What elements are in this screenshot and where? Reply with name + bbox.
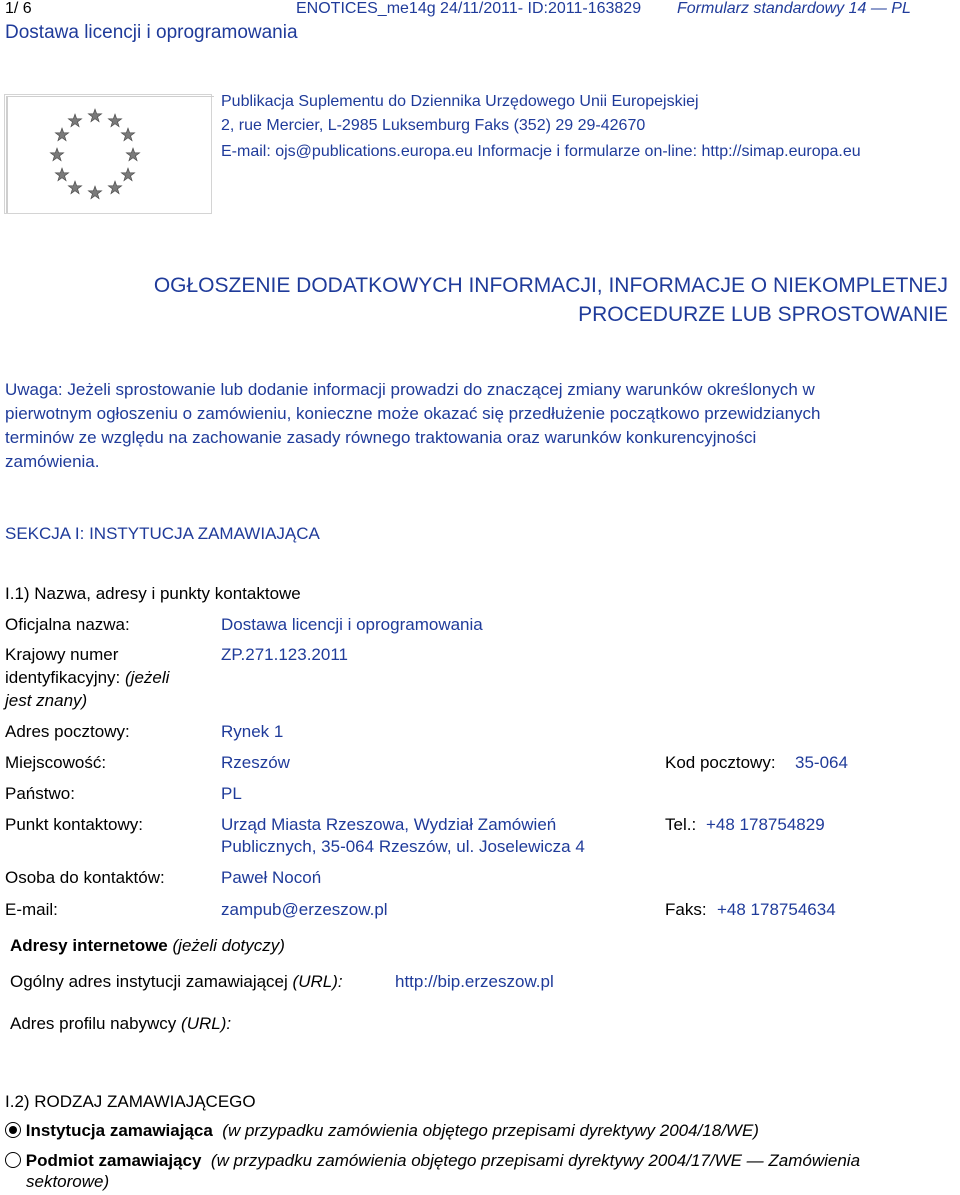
general-url-link[interactable]: http://bip.erzeszow.pl — [395, 972, 554, 991]
document-title: Dostawa licencji i oprogramowania — [5, 22, 298, 43]
notice-id: ENOTICES_me14g 24/11/2011- ID:2011-163829 — [296, 0, 642, 17]
official-name-label: Oficjalna nazwa: — [5, 615, 130, 634]
national-id-label-2: identyfikacyjny: (jeżeli — [5, 668, 170, 687]
authority-type-option-2[interactable]: Podmiot zamawiający (w przypadku zamówienia objętego przepisami dyrektywy 2004/17/WE — Zamówienia — [5, 1151, 860, 1171]
email-label: E-mail: — [5, 900, 58, 919]
notice-line-2: pierwotnym ogłoszeniu o zamówieniu, konieczne może okazać się przedłużenie początkowo przewidzianych — [5, 404, 821, 423]
fax-value: +48 178754634 — [717, 900, 836, 919]
country-value: PL — [221, 784, 242, 803]
eu-flag-stars-icon — [35, 95, 155, 215]
page-number: 1/ 6 — [5, 0, 32, 17]
official-name-value: Dostawa licencji i oprogramowania — [221, 615, 483, 634]
contact-person-label: Osoba do kontaktów: — [5, 868, 165, 887]
country-label: Państwo: — [5, 784, 75, 803]
notice-line-1: Uwaga: Jeżeli sprostowanie lub dodanie informacji prowadzi do znaczącej zmiany warunków określonych w — [5, 380, 815, 399]
city-label: Miejscowość: — [5, 753, 107, 772]
authority-type-option-2-note-2: sektorowe) — [26, 1172, 110, 1191]
contact-person-value: Paweł Nocoń — [221, 868, 322, 887]
web-addresses-heading: Adresy internetowe (jeżeli dotyczy) — [10, 936, 285, 955]
publisher-line-1: Publikacja Suplementu do Dziennika Urzędowego Unii Europejskiej — [221, 93, 699, 110]
buyer-profile-label: Adres profilu nabywcy (URL): — [10, 1014, 232, 1033]
national-id-label-3: jest znany) — [5, 691, 88, 710]
national-id-label-1: Krajowy numer — [5, 645, 119, 664]
city-value: Rzeszów — [221, 753, 290, 772]
section-heading: SEKCJA I: INSTYTUCJA ZAMAWIAJĄCA — [5, 524, 320, 543]
postcode-value: 35-064 — [795, 753, 848, 772]
contact-point-line-2: Publicznych, 35-064 Rzeszów, ul. Joselewicza 4 — [221, 837, 585, 856]
tel-label: Tel.: — [665, 815, 697, 834]
notice-line-4: zamówienia. — [5, 452, 100, 471]
publisher-line-3: E-mail: ojs@publications.europa.eu Informacje i formularze on-line: http://simap.europa.eu — [221, 143, 861, 160]
general-url-label: Ogólny adres instytucji zamawiającej (URL): — [10, 972, 343, 991]
contact-point-line-1: Urząd Miasta Rzeszowa, Wydział Zamówień — [221, 815, 557, 834]
subsection-1-heading: I.1) Nazwa, adresy i punkty kontaktowe — [5, 584, 301, 603]
notice-line-3: terminów ze względu na zachowanie zasady równego traktowania oraz warunków konkurencyjności — [5, 428, 757, 447]
form-name: Formularz standardowy 14 — PL — [677, 0, 911, 17]
subsection-2-heading: I.2) RODZAJ ZAMAWIAJĄCEGO — [5, 1092, 256, 1111]
authority-type-option-1[interactable]: Instytucja zamawiająca (w przypadku zamówienia objętego przepisami dyrektywy 2004/18/WE) — [5, 1121, 759, 1141]
main-title-line-2: PROCEDURZE LUB SPROSTOWANIE — [578, 303, 948, 326]
email-value[interactable]: zampub@erzeszow.pl — [221, 900, 388, 919]
radio-selected-icon[interactable] — [5, 1122, 21, 1138]
national-id-value: ZP.271.123.2011 — [221, 645, 348, 664]
postal-address-label: Adres pocztowy: — [5, 722, 130, 741]
postal-address-value: Rynek 1 — [221, 722, 284, 741]
contact-point-label: Punkt kontaktowy: — [5, 815, 143, 834]
radio-unselected-icon[interactable] — [5, 1152, 21, 1168]
eu-logo — [4, 94, 212, 214]
fax-label: Faks: — [665, 900, 707, 919]
publisher-line-2: 2, rue Mercier, L-2985 Luksemburg Faks (352) 29 29-42670 — [221, 117, 646, 134]
postcode-label: Kod pocztowy: — [665, 753, 776, 772]
tel-value: +48 178754829 — [706, 815, 825, 834]
main-title-line-1: OGŁOSZENIE DODATKOWYCH INFORMACJI, INFORMACJE O NIEKOMPLETNEJ — [153, 274, 948, 297]
